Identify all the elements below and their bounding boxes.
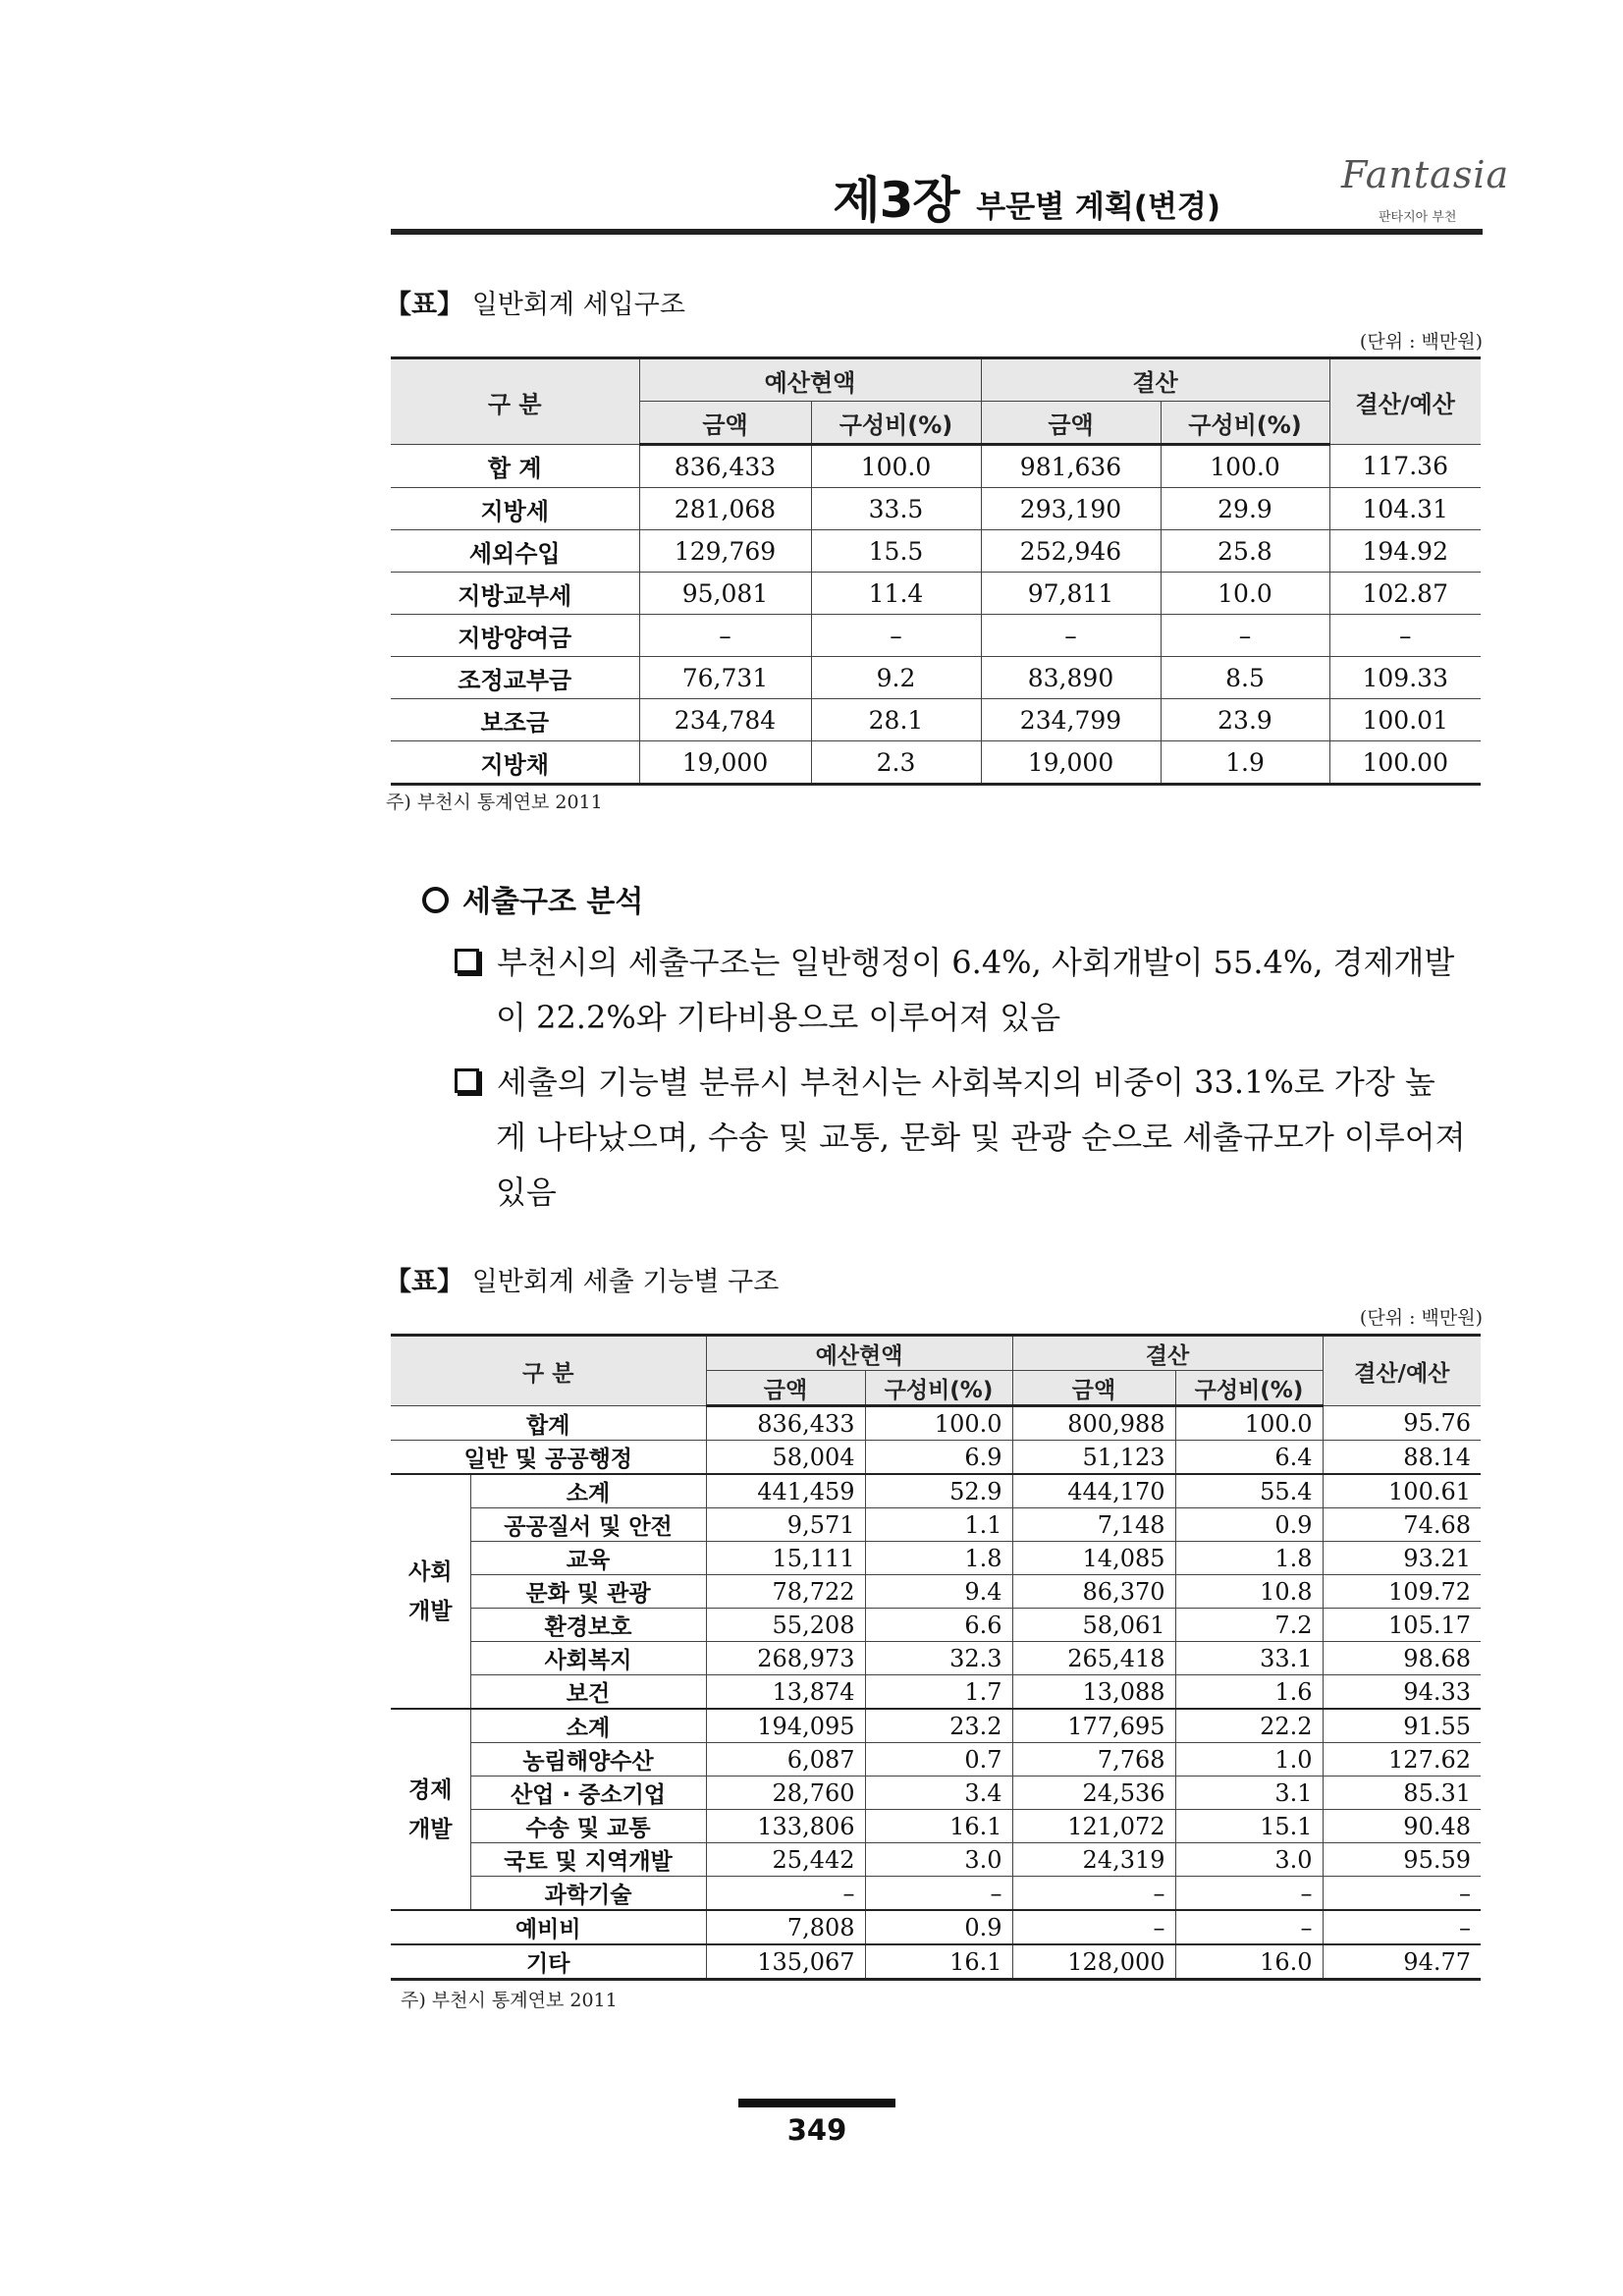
table-row bbox=[391, 445, 1481, 488]
table-cell: 93.21 bbox=[1323, 1542, 1481, 1575]
row-label: 환경보호 bbox=[470, 1609, 706, 1642]
row-label: 지방채 bbox=[391, 741, 639, 785]
table-cell: 28,760 bbox=[706, 1777, 865, 1810]
table-row bbox=[391, 1609, 1481, 1642]
table-cell: 24,536 bbox=[1012, 1777, 1175, 1810]
table-cell: 102.87 bbox=[1329, 573, 1481, 615]
page-number: 349 bbox=[786, 2113, 847, 2147]
t2-head-gubun: 구 분 bbox=[391, 1336, 706, 1406]
t2-head-ratio: 결산/예산 bbox=[1323, 1336, 1481, 1406]
table-row bbox=[391, 1810, 1481, 1843]
table-cell: 981,636 bbox=[981, 445, 1161, 488]
table-cell: 105.17 bbox=[1323, 1609, 1481, 1642]
table-cell: 6,087 bbox=[706, 1743, 865, 1777]
table-cell: – bbox=[1329, 615, 1481, 657]
table-row bbox=[391, 1910, 1481, 1944]
row-label: 문화 및 관광 bbox=[470, 1575, 706, 1609]
logo-wordmark: Fantasia bbox=[1341, 153, 1510, 196]
t1-head-share: 구성비(%) bbox=[811, 402, 981, 445]
row-label: 교육 bbox=[470, 1542, 706, 1575]
table-cell: 88.14 bbox=[1323, 1441, 1481, 1475]
table-cell: 25.8 bbox=[1161, 530, 1329, 573]
table-cell: – bbox=[981, 615, 1161, 657]
row-label: 기타 bbox=[391, 1944, 706, 1980]
table-cell: 252,946 bbox=[981, 530, 1161, 573]
table-cell: 91.55 bbox=[1323, 1709, 1481, 1743]
table-cell: 51,123 bbox=[1012, 1441, 1175, 1475]
table2-unit: (단위 : 백만원) bbox=[1359, 1307, 1483, 1329]
row-label: 수송 및 교통 bbox=[470, 1810, 706, 1843]
table-row bbox=[391, 1843, 1481, 1877]
table-cell: 29.9 bbox=[1161, 488, 1329, 530]
table-cell: 135,067 bbox=[706, 1944, 865, 1980]
table-cell: 3.0 bbox=[1175, 1843, 1323, 1877]
table-cell: 16.1 bbox=[865, 1810, 1012, 1843]
bullet-2-line-1: 세출의 기능별 분류시 부천시는 사회복지의 비중이 33.1%로 가장 높 bbox=[497, 1064, 1435, 1101]
row-label: 공공질서 및 안전 bbox=[470, 1508, 706, 1542]
table-cell: 24,319 bbox=[1012, 1843, 1175, 1877]
table-cell: – bbox=[1175, 1877, 1323, 1911]
table-cell: 19,000 bbox=[981, 741, 1161, 785]
row-label: 소계 bbox=[470, 1709, 706, 1743]
table-cell: 94.33 bbox=[1323, 1675, 1481, 1710]
page-number-bar bbox=[738, 2099, 895, 2107]
table-cell: 15.5 bbox=[811, 530, 981, 573]
t1-head-amount: 금액 bbox=[981, 402, 1161, 445]
table-cell: 6.9 bbox=[865, 1441, 1012, 1475]
table-cell: 85.31 bbox=[1323, 1777, 1481, 1810]
table-row bbox=[391, 699, 1481, 741]
table-cell: 2.3 bbox=[811, 741, 981, 785]
table-cell: 23.2 bbox=[865, 1709, 1012, 1743]
table-cell: 0.9 bbox=[1175, 1508, 1323, 1542]
table-cell: 194,095 bbox=[706, 1709, 865, 1743]
social-development-group: 사회 개발 bbox=[391, 1474, 470, 1709]
table-cell: – bbox=[1323, 1877, 1481, 1911]
circle-bullet-icon bbox=[422, 887, 449, 913]
table-cell: 8.5 bbox=[1161, 657, 1329, 699]
table-cell: 3.4 bbox=[865, 1777, 1012, 1810]
table-cell: 194.92 bbox=[1329, 530, 1481, 573]
table-cell: 836,433 bbox=[706, 1406, 865, 1441]
table-cell: 121,072 bbox=[1012, 1810, 1175, 1843]
table-cell: 100.0 bbox=[1175, 1406, 1323, 1441]
table-cell: 94.77 bbox=[1323, 1944, 1481, 1980]
table-cell: 128,000 bbox=[1012, 1944, 1175, 1980]
table-row bbox=[391, 615, 1481, 657]
table-cell: 3.1 bbox=[1175, 1777, 1323, 1810]
table-cell: 444,170 bbox=[1012, 1474, 1175, 1508]
table-row bbox=[391, 573, 1481, 615]
t1-head-share: 구성비(%) bbox=[1161, 402, 1329, 445]
table1-unit: (단위 : 백만원) bbox=[1359, 331, 1483, 353]
table-cell: 104.31 bbox=[1329, 488, 1481, 530]
table-cell: 100.00 bbox=[1329, 741, 1481, 785]
table-cell: 74.68 bbox=[1323, 1508, 1481, 1542]
table-row bbox=[391, 1877, 1481, 1911]
table-cell: 90.48 bbox=[1323, 1810, 1481, 1843]
table1-caption-bracket: 【표】 bbox=[385, 290, 464, 320]
bullet-1-line-1: 부천시의 세출구조는 일반행정이 6.4%, 사회개발이 55.4%, 경제개발 bbox=[497, 944, 1455, 981]
bullet-1 bbox=[455, 935, 1486, 1045]
table-cell: 9.4 bbox=[865, 1575, 1012, 1609]
revenue-structure-table bbox=[391, 356, 1481, 786]
table-cell: – bbox=[865, 1877, 1012, 1911]
table-cell: 52.9 bbox=[865, 1474, 1012, 1508]
table-cell: 0.9 bbox=[865, 1910, 1012, 1944]
table-cell: 9,571 bbox=[706, 1508, 865, 1542]
table-cell: 133,806 bbox=[706, 1810, 865, 1843]
table-row bbox=[391, 1575, 1481, 1609]
table-cell: 78,722 bbox=[706, 1575, 865, 1609]
table-cell: 33.1 bbox=[1175, 1642, 1323, 1675]
t2-head-share: 구성비(%) bbox=[1175, 1371, 1323, 1406]
table-cell: 1.8 bbox=[1175, 1542, 1323, 1575]
table-cell: 16.0 bbox=[1175, 1944, 1323, 1980]
table-cell: 1.6 bbox=[1175, 1675, 1323, 1710]
header-rule bbox=[391, 229, 1483, 235]
table-cell: 1.7 bbox=[865, 1675, 1012, 1710]
row-label: 사회복지 bbox=[470, 1642, 706, 1675]
checkbox-bullet-icon bbox=[455, 949, 479, 973]
table-cell: 6.4 bbox=[1175, 1441, 1323, 1475]
table-cell: 33.5 bbox=[811, 488, 981, 530]
row-label: 합계 bbox=[391, 1406, 706, 1441]
table-row bbox=[391, 657, 1481, 699]
table2-caption-text: 일반회계 세출 기능별 구조 bbox=[471, 1267, 780, 1297]
table-cell: – bbox=[1012, 1910, 1175, 1944]
table-cell: 14,085 bbox=[1012, 1542, 1175, 1575]
table2-caption bbox=[385, 1260, 779, 1298]
table-cell: 76,731 bbox=[639, 657, 811, 699]
table-cell: 177,695 bbox=[1012, 1709, 1175, 1743]
table-cell: – bbox=[706, 1877, 865, 1911]
t2-head-amount: 금액 bbox=[706, 1371, 865, 1406]
row-label: 농림해양수산 bbox=[470, 1743, 706, 1777]
table-cell: 800,988 bbox=[1012, 1406, 1175, 1441]
checkbox-bullet-icon bbox=[455, 1068, 479, 1093]
table-cell: 100.0 bbox=[865, 1406, 1012, 1441]
table-cell: – bbox=[1161, 615, 1329, 657]
table-cell: 100.0 bbox=[1161, 445, 1329, 488]
table-cell: 836,433 bbox=[639, 445, 811, 488]
table-cell: – bbox=[811, 615, 981, 657]
table1-caption bbox=[385, 283, 685, 321]
table-cell: 55.4 bbox=[1175, 1474, 1323, 1508]
table-cell: 441,459 bbox=[706, 1474, 865, 1508]
table-cell: 7.2 bbox=[1175, 1609, 1323, 1642]
bullet-2-line-2: 게 나타났으며, 수송 및 교통, 문화 및 관광 순으로 세출규모가 이루어져 bbox=[496, 1119, 1466, 1156]
t2-head-settle: 결산 bbox=[1012, 1336, 1323, 1371]
table-row bbox=[391, 1777, 1481, 1810]
economic-development-group: 경제 개발 bbox=[391, 1709, 470, 1910]
table-cell: 293,190 bbox=[981, 488, 1161, 530]
table-cell: 234,799 bbox=[981, 699, 1161, 741]
row-label: 보건 bbox=[470, 1675, 706, 1710]
table-cell: 28.1 bbox=[811, 699, 981, 741]
table-cell: – bbox=[1175, 1910, 1323, 1944]
table-cell: 55,208 bbox=[706, 1609, 865, 1642]
table-cell: 109.72 bbox=[1323, 1575, 1481, 1609]
t1-head-gubun: 구 분 bbox=[391, 358, 639, 445]
t2-head-budget: 예산현액 bbox=[706, 1336, 1012, 1371]
bullet-1-line-2: 이 22.2%와 기타비용으로 이루어져 있음 bbox=[496, 999, 1061, 1036]
table-cell: 265,418 bbox=[1012, 1642, 1175, 1675]
table-cell: 100.0 bbox=[811, 445, 981, 488]
table-cell: 25,442 bbox=[706, 1843, 865, 1877]
table-cell: 15,111 bbox=[706, 1542, 865, 1575]
table-cell: 117.36 bbox=[1329, 445, 1481, 488]
table-cell: – bbox=[1323, 1910, 1481, 1944]
table-cell: 98.68 bbox=[1323, 1642, 1481, 1675]
table-cell: 1.0 bbox=[1175, 1743, 1323, 1777]
t1-head-settle: 결산 bbox=[981, 358, 1329, 402]
table1-caption-text: 일반회계 세입구조 bbox=[471, 290, 685, 320]
row-label: 지방세 bbox=[391, 488, 639, 530]
table-cell: 22.2 bbox=[1175, 1709, 1323, 1743]
table-row bbox=[391, 1944, 1481, 1980]
table-row bbox=[391, 1474, 1481, 1508]
table-cell: 7,808 bbox=[706, 1910, 865, 1944]
table2-note: 주) 부천시 통계연보 2011 bbox=[401, 1990, 618, 2011]
row-label: 보조금 bbox=[391, 699, 639, 741]
table-row bbox=[391, 488, 1481, 530]
row-label: 과학기술 bbox=[470, 1877, 706, 1911]
row-label: 합 계 bbox=[391, 445, 639, 488]
t1-head-amount: 금액 bbox=[639, 402, 811, 445]
table-cell: 58,061 bbox=[1012, 1609, 1175, 1642]
table-row bbox=[391, 1709, 1481, 1743]
table-cell: 97,811 bbox=[981, 573, 1161, 615]
table-cell: 58,004 bbox=[706, 1441, 865, 1475]
table-row bbox=[391, 1441, 1481, 1475]
bullet-2-line-3: 있음 bbox=[496, 1174, 557, 1211]
table2-caption-bracket: 【표】 bbox=[385, 1267, 464, 1297]
table-cell: 1.1 bbox=[865, 1508, 1012, 1542]
table-cell: 3.0 bbox=[865, 1843, 1012, 1877]
section-title bbox=[422, 877, 643, 920]
table-row bbox=[391, 1642, 1481, 1675]
table-cell: 32.3 bbox=[865, 1642, 1012, 1675]
table-cell: 109.33 bbox=[1329, 657, 1481, 699]
table-cell: 268,973 bbox=[706, 1642, 865, 1675]
row-label: 산업 · 중소기업 bbox=[470, 1777, 706, 1810]
row-label: 지방교부세 bbox=[391, 573, 639, 615]
table-cell: 100.61 bbox=[1323, 1474, 1481, 1508]
table-cell: 1.9 bbox=[1161, 741, 1329, 785]
table-cell: 10.8 bbox=[1175, 1575, 1323, 1609]
t2-head-share: 구성비(%) bbox=[865, 1371, 1012, 1406]
table-row bbox=[391, 530, 1481, 573]
logo-subtitle: 판타지아 부천 bbox=[1379, 210, 1457, 225]
bullet-2 bbox=[455, 1055, 1486, 1220]
table-cell: 1.8 bbox=[865, 1542, 1012, 1575]
expenditure-function-table bbox=[391, 1334, 1481, 1981]
row-label: 예비비 bbox=[391, 1910, 706, 1944]
table-cell: 23.9 bbox=[1161, 699, 1329, 741]
row-label: 세외수입 bbox=[391, 530, 639, 573]
row-label: 일반 및 공공행정 bbox=[391, 1441, 706, 1475]
table-cell: 95.59 bbox=[1323, 1843, 1481, 1877]
row-label: 국토 및 지역개발 bbox=[470, 1843, 706, 1877]
table-cell: 129,769 bbox=[639, 530, 811, 573]
table-cell: 11.4 bbox=[811, 573, 981, 615]
chapter-heading bbox=[833, 161, 1220, 232]
table-cell: 16.1 bbox=[865, 1944, 1012, 1980]
table-cell: 15.1 bbox=[1175, 1810, 1323, 1843]
table1-note: 주) 부천시 통계연보 2011 bbox=[386, 792, 603, 813]
table-cell: 100.01 bbox=[1329, 699, 1481, 741]
table-cell: 86,370 bbox=[1012, 1575, 1175, 1609]
table-cell: 19,000 bbox=[639, 741, 811, 785]
table-cell: 234,784 bbox=[639, 699, 811, 741]
table-cell: 10.0 bbox=[1161, 573, 1329, 615]
table-cell: 127.62 bbox=[1323, 1743, 1481, 1777]
fantasia-logo bbox=[1335, 147, 1510, 226]
table-row bbox=[391, 1743, 1481, 1777]
table-cell: 95,081 bbox=[639, 573, 811, 615]
table-cell: 7,148 bbox=[1012, 1508, 1175, 1542]
table-cell: 13,088 bbox=[1012, 1675, 1175, 1710]
row-label: 조정교부금 bbox=[391, 657, 639, 699]
table-row bbox=[391, 1406, 1481, 1441]
table-row bbox=[391, 741, 1481, 785]
row-label: 지방양여금 bbox=[391, 615, 639, 657]
table-cell: 13,874 bbox=[706, 1675, 865, 1710]
table-cell: 281,068 bbox=[639, 488, 811, 530]
table-cell: 83,890 bbox=[981, 657, 1161, 699]
chapter-number: 제3장 bbox=[833, 172, 959, 229]
table-cell: – bbox=[639, 615, 811, 657]
table-cell: – bbox=[1012, 1877, 1175, 1911]
table-row bbox=[391, 1508, 1481, 1542]
section-title-text: 세출구조 분석 bbox=[462, 885, 644, 919]
row-label: 소계 bbox=[470, 1474, 706, 1508]
chapter-title: 부문별 계획(변경) bbox=[976, 190, 1220, 225]
table-cell: 0.7 bbox=[865, 1743, 1012, 1777]
t1-head-budget: 예산현액 bbox=[639, 358, 981, 402]
t2-head-amount: 금액 bbox=[1012, 1371, 1175, 1406]
table-cell: 7,768 bbox=[1012, 1743, 1175, 1777]
table-cell: 9.2 bbox=[811, 657, 981, 699]
table-row bbox=[391, 1675, 1481, 1710]
table-cell: 6.6 bbox=[865, 1609, 1012, 1642]
t1-head-ratio: 결산/예산 bbox=[1329, 358, 1481, 445]
table-row bbox=[391, 1542, 1481, 1575]
table-cell: 95.76 bbox=[1323, 1406, 1481, 1441]
